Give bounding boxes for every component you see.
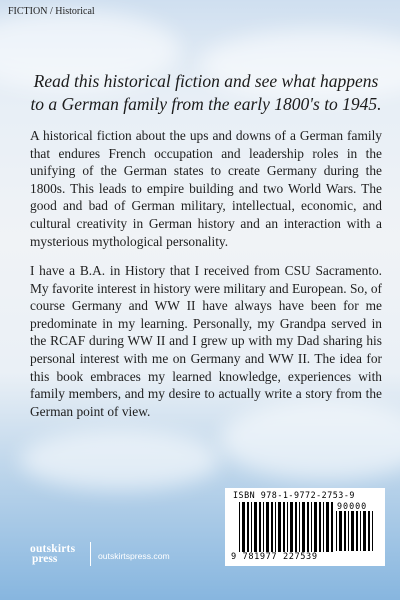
- barcode-bar: [242, 502, 245, 552]
- barcode-bar: [372, 511, 373, 551]
- price-addon-label: 90000: [337, 501, 368, 511]
- barcode-bar: [275, 502, 276, 552]
- barcode-bar: [295, 502, 297, 552]
- publisher-website: outskirtspress.com: [98, 551, 170, 561]
- barcode-bar: [259, 502, 261, 552]
- barcode-bar: [339, 511, 342, 551]
- logo-divider: [90, 542, 91, 566]
- barcode-bar: [356, 511, 358, 551]
- genre-label: FICTION / Historical: [8, 6, 95, 17]
- logo-line-2: press: [32, 553, 58, 565]
- barcode-bar: [290, 502, 293, 552]
- barcode-bar: [351, 511, 354, 551]
- barcode-bar: [271, 502, 273, 552]
- barcode-bar: [319, 502, 321, 552]
- isbn-barcode: [225, 488, 385, 566]
- barcode-bar: [311, 502, 312, 552]
- publisher-logo: [30, 544, 75, 564]
- barcode-bar: [266, 502, 269, 552]
- barcode-bar: [299, 502, 300, 552]
- barcode-bar: [254, 502, 257, 552]
- barcode-bar: [323, 502, 324, 552]
- ean-digits: 9 781977 227539: [231, 552, 318, 562]
- barcode-bar: [344, 511, 346, 551]
- author-paragraph: I have a B.A. in History that I received from CSU Sacramento. My favorite interest in history were military and European. So, of course Germany and WW II have always have been for me predominate in my learning. Personally, my Grandpa served in the RCAF during WW II and I grew up with my Dad sharing his personal interest with me on Germany and WW II. The idea for this book embraces my learned knowledge, experiences with family members, and my desire to actually write a story from the German point of view.: [30, 263, 382, 419]
- barcode-bar: [251, 502, 252, 552]
- barcode-bar: [331, 502, 333, 552]
- barcode-bar: [239, 502, 240, 552]
- isbn-label: ISBN 978-1-9772-2753-9: [233, 490, 355, 500]
- barcode-bar: [336, 511, 337, 551]
- barcode-bar: [326, 502, 329, 552]
- barcode-bar: [360, 511, 361, 551]
- lead-tagline: Read this historical fiction and see what happens to a German family from the early 1800's to 1945.: [30, 71, 382, 114]
- barcode-bar: [287, 502, 288, 552]
- barcode-bar: [302, 502, 305, 552]
- logo-line-1: outskirts: [30, 543, 76, 555]
- addon-barcode-bars: [336, 511, 376, 551]
- barcode-bar: [247, 502, 249, 552]
- barcode-bar: [307, 502, 309, 552]
- cloud: [20, 430, 220, 490]
- barcode-bar: [314, 502, 317, 552]
- barcode-bar: [283, 502, 285, 552]
- barcode-bar: [363, 511, 366, 551]
- barcode-bar: [263, 502, 264, 552]
- barcode-bar: [348, 511, 349, 551]
- barcode-bar: [278, 502, 281, 552]
- barcode-bar: [368, 511, 370, 551]
- synopsis-paragraph: A historical fiction about the ups and downs of a German family that endures French occupation and leadership roles in the unifying of the German states to create Germany during the 1800s. This leads to empire building and two World Wars. The good and bad of German military, intellectual, economic, and cultural creativity in German history and an interaction with a mysterious mythological personality.: [30, 128, 382, 249]
- ean-barcode-bars: [239, 502, 333, 552]
